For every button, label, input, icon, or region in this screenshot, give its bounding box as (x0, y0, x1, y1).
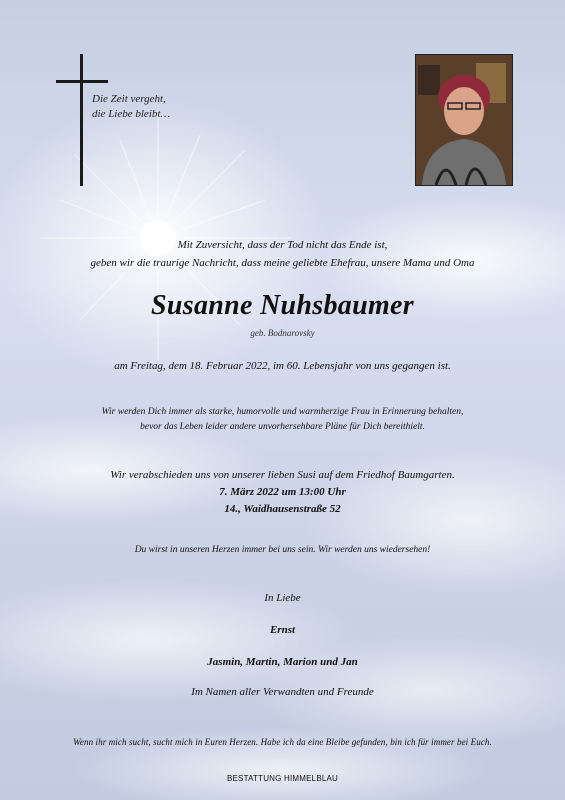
remembrance-line-1: Wir werden Dich immer als starke, humorvolle und warmherzige Frau in Erinnerung behalten, (101, 407, 464, 417)
intro-line-2: geben wir die traurige Nachricht, dass meine geliebte Ehefrau, unsere Mama und Oma (90, 257, 475, 269)
relatives-line: Im Namen aller Verwandten und Freunde (191, 686, 374, 698)
remembrance-line-2: bevor das Leben leider andere unvorhersehbare Pläne für Dich bereithielt. (140, 422, 425, 432)
funeral-home-name: BESTATTUNG HIMMELBLAU (226, 774, 339, 783)
motto (92, 92, 202, 122)
remembrance-text (0, 405, 565, 435)
spouse-name: Ernst (269, 624, 296, 636)
service-line: Wir verabschieden uns von unserer lieben Susi auf dem Friedhof Baumgarten. (110, 469, 455, 481)
service-address: 14., Waidhausenstraße 52 (224, 503, 341, 515)
service-date-time: 7. März 2022 um 13:00 Uhr (219, 486, 346, 498)
in-love-label: In Liebe (264, 592, 301, 604)
funeral-service (0, 467, 565, 518)
portrait-photo (415, 54, 513, 186)
motto-line-1: Die Zeit vergeht, (92, 93, 166, 105)
deceased-name: Susanne Nuhsbaumer (151, 290, 414, 321)
death-notice: am Freitag, dem 18. Februar 2022, im 60. Lebensjahr von uns gegangen ist. (114, 360, 451, 372)
intro-text (0, 236, 565, 272)
children-names: Jasmin, Martin, Marion und Jan (207, 656, 358, 668)
intro-line-1: Mit Zuversicht, dass der Tod nicht das Ende ist, (177, 239, 388, 251)
maiden-name: geb. Bodnarovsky (250, 328, 315, 338)
hearts-line: Du wirst in unseren Herzen immer bei uns sein. Wir werden uns wiedersehen! (134, 545, 431, 555)
closing-quote: Wenn ihr mich sucht, sucht mich in Euren Herzen. Habe ich da eine Bleibe gefunden, bin ich für immer bei Euch. (73, 737, 492, 747)
motto-line-2: die Liebe bleibt… (92, 108, 171, 120)
